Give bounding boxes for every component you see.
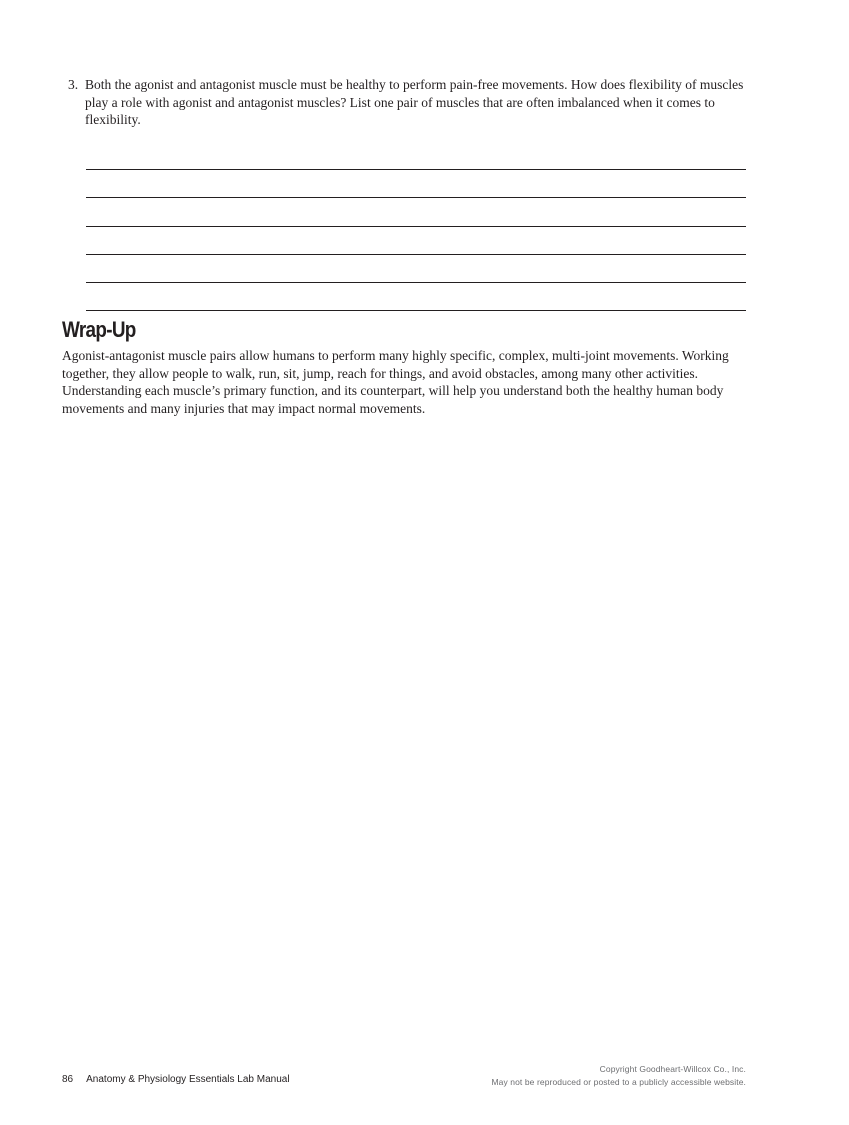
copyright-notice: Copyright Goodheart-Willcox Co., Inc. — [599, 1064, 746, 1074]
answer-line[interactable] — [86, 198, 746, 226]
question-text: Both the agonist and antagonist muscle must be healthy to perform pain-free movements. How does flexibility of muscles play a role with agonist and antagonist muscles? List one pair of muscles that are often imbalanced when it comes to flexibility. — [85, 77, 744, 127]
answer-line[interactable] — [86, 255, 746, 283]
wrap-up-heading: Wrap-Up — [62, 317, 136, 342]
footer-left — [62, 1074, 290, 1085]
footer-right — [491, 1063, 746, 1088]
book-title: Anatomy & Physiology Essentials Lab Manual — [86, 1074, 290, 1085]
answer-line[interactable] — [86, 142, 746, 170]
reproduction-notice: May not be reproduced or posted to a publicly accessible website. — [491, 1076, 746, 1087]
answer-line[interactable] — [86, 283, 746, 311]
question-number: 3. — [68, 77, 79, 92]
wrap-up-paragraph: Agonist-antagonist muscle pairs allow humans to perform many highly specific, complex, multi-joint movements. Working together, they allow people to walk, run, sit, jump, reach for things, and avoid obstacles, among many other activities. Understanding each muscle’s primary function, and its counterpart, will help you understand both the healthy human body movements and many injuries that may impact normal movements. — [62, 348, 729, 416]
answer-area — [86, 142, 746, 311]
question-3 — [68, 76, 748, 129]
answer-line[interactable] — [86, 170, 746, 198]
page-number: 86 — [62, 1074, 74, 1085]
answer-line[interactable] — [86, 227, 746, 255]
